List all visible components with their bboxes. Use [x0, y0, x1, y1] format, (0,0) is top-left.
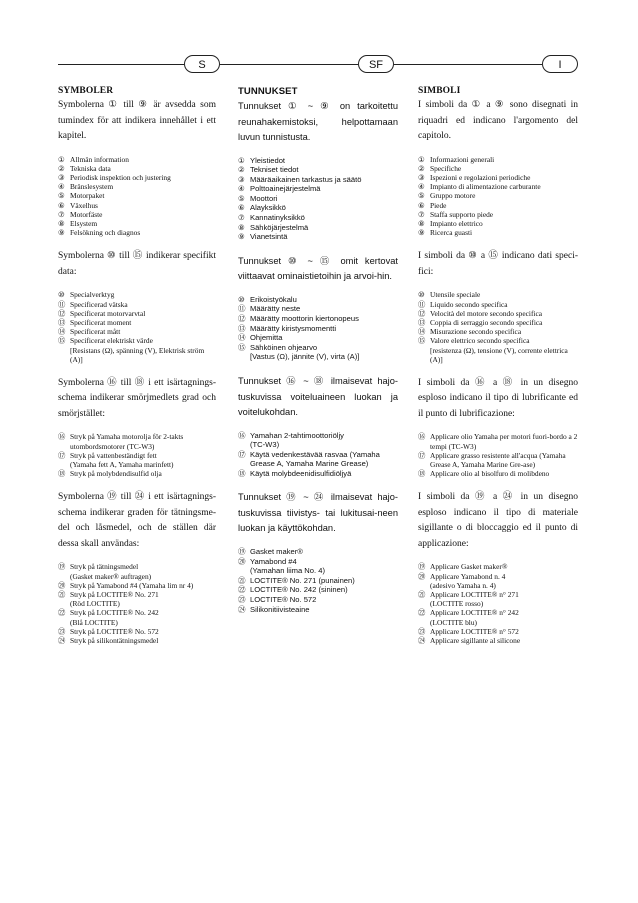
item-text: Motorfäste — [70, 209, 103, 219]
symbol-number: ⑬ — [238, 323, 246, 333]
symbol-number: ⑫ — [238, 314, 246, 324]
symbol-number: ⑬ — [418, 317, 426, 327]
list-item — [238, 165, 398, 175]
list-item — [58, 155, 216, 164]
symbol-number: ⑳ — [418, 571, 426, 581]
symbol-number: ⑨ — [238, 232, 245, 242]
symbol-number: ⑩ — [238, 294, 245, 304]
list-item — [58, 581, 216, 590]
symbol-number: ② — [58, 163, 65, 173]
item-text: Misurazione secondo specifica — [430, 327, 522, 337]
list-item — [238, 223, 398, 233]
item-text: Motorpaket — [70, 191, 105, 201]
symbol-number: ④ — [238, 184, 245, 194]
symbol-number: ⑦ — [418, 209, 425, 219]
item-text: Erikoistyökalu — [250, 294, 297, 304]
symbol-list — [238, 431, 398, 479]
list-item — [58, 608, 216, 626]
symbol-number: ⑮ — [238, 342, 246, 352]
list-item — [238, 324, 398, 334]
list-item — [418, 173, 578, 182]
item-text: Informazioni generali — [430, 154, 495, 164]
item-text: Felsökning och diagnos — [70, 228, 141, 238]
item-text: Växelhus — [70, 200, 98, 210]
list-item — [238, 547, 398, 557]
symbol-number: ⑮ — [58, 336, 66, 346]
item-text: Tekniset tiedot — [250, 165, 299, 175]
symbol-list — [418, 290, 578, 364]
symbol-number: ⑱ — [238, 468, 246, 478]
symbol-number: ① — [58, 154, 65, 164]
list-item — [418, 327, 578, 336]
item-text: Piede — [430, 200, 447, 210]
list-item — [238, 469, 398, 479]
symbol-number: ㉒ — [418, 608, 426, 618]
list-item — [418, 155, 578, 164]
intro-paragraph: Symbolerna ① till ⑨ är avsedda som tumindex för att indikera innehållet i ett kapitel. — [58, 100, 216, 141]
list-item — [238, 576, 398, 586]
symbol-list — [58, 290, 216, 364]
list-item — [58, 164, 216, 173]
symbol-number: ㉓ — [418, 626, 426, 636]
list-item — [58, 173, 216, 182]
symbol-number: ⑩ — [418, 290, 425, 300]
item-text: Specificerad vätska — [70, 299, 128, 309]
item-text: Applicare Yamabond n. 4 (adesivo Yamaha n. 4) — [430, 571, 506, 590]
symbol-list — [58, 155, 216, 238]
item-text: LOCTITE® No. 271 (punainen) — [250, 575, 355, 585]
symbol-number: ⑪ — [418, 299, 426, 309]
intro-paragraph: Symbolerna ⑯ till ⑱ i ett isärtagnings-schema indikerar smörjmedlets grad och smörjstället: — [58, 377, 216, 419]
item-text: Gruppo motore — [430, 191, 476, 201]
symbol-list — [418, 562, 578, 645]
list-item — [418, 182, 578, 191]
symbol-number: ① — [418, 154, 425, 164]
intro-paragraph: I simboli da ⑯ a ⑱ in un disegno esploso indicano il tipo di lubrificante ed il punto di lubrificazione: — [418, 377, 578, 419]
symbol-list — [238, 295, 398, 362]
symbol-number: ⑭ — [238, 333, 246, 343]
list-item — [58, 318, 216, 327]
intro-paragraph: Symbolerna ⑩ till ⑮ indikerar specifikt data: — [58, 251, 216, 277]
item-text: Specificerat mått — [70, 327, 121, 337]
symbol-list — [58, 562, 216, 645]
intro-paragraph: Tunnukset ⑯ ~ ⑱ ilmaisevat hajo-tuskuvissa voiteluaineen luokan ja voitelukohdan. — [238, 376, 398, 417]
item-text: Specifiche — [430, 163, 462, 173]
list-item — [58, 191, 216, 200]
symbol-number: ⑧ — [418, 218, 425, 228]
symbol-number: ㉑ — [238, 575, 246, 585]
symbol-list — [418, 155, 578, 238]
symbol-number: ⑦ — [58, 209, 65, 219]
symbol-number: ⑳ — [238, 556, 246, 566]
symbol-number: ㉔ — [58, 636, 66, 646]
item-text: Tekniska data — [70, 163, 111, 173]
item-text: Sähköjärjestelmä — [250, 222, 309, 232]
item-text: Ohjemitta — [250, 333, 283, 343]
tab-finnish: SF — [358, 55, 394, 73]
list-item — [58, 636, 216, 645]
item-text: Stryk på silikontätningsmedel — [70, 636, 159, 646]
list-item — [58, 201, 216, 210]
list-item — [238, 314, 398, 324]
divider-line — [394, 64, 542, 65]
list-item — [238, 184, 398, 194]
item-text: Sähköinen ohjearvo [Vastus (Ω), jännite (V), virta (A)] — [250, 342, 360, 362]
item-text: Stryk på LOCTITE® No. 572 — [70, 626, 159, 636]
symbol-list — [238, 156, 398, 242]
item-text: Stryk på Yamabond #4 (Yamaha lim nr 4) — [70, 580, 194, 590]
item-text: Silikonitiivisteaine — [250, 604, 310, 614]
symbol-number: ㉑ — [418, 590, 426, 600]
symbol-number: ㉓ — [58, 626, 66, 636]
item-text: Utensile speciale — [430, 290, 481, 300]
symbol-number: ⑲ — [238, 546, 246, 556]
symbol-number: ㉔ — [418, 636, 426, 646]
item-text: Specificerat motorvarvtal — [70, 308, 146, 318]
symbol-number: ⑩ — [58, 290, 65, 300]
list-item — [238, 156, 398, 166]
symbol-number: ⑪ — [58, 299, 66, 309]
section-title: TUNNUKSET — [238, 86, 298, 97]
item-text: Määrätty moottorin kiertonopeus — [250, 314, 359, 324]
item-text: Stryk på LOCTITE® No. 242 (Blå LOCTITE) — [70, 608, 159, 627]
symbol-number: ⑧ — [238, 222, 245, 232]
intro-paragraph: I simboli da ① a ⑨ sono disegnati in riquadri ed indicano l'argomento del capitolo. — [418, 100, 578, 141]
item-text: Applicare grasso resistente all'acqua (Yamaha Grease A, Yamaha Marine Gre-ase) — [430, 450, 566, 470]
symbol-number: ④ — [58, 182, 65, 192]
list-item — [418, 469, 578, 478]
list-item — [418, 562, 578, 571]
item-text: Applicare Gasket maker® — [430, 562, 508, 572]
symbol-number: ⑭ — [58, 327, 66, 337]
symbol-number: ② — [418, 163, 425, 173]
list-item — [418, 300, 578, 309]
symbol-number: ㉓ — [238, 594, 246, 604]
intro-paragraph: Symbolerna ⑲ till ㉔ i ett isärtagnings-schema indikerar graden för tätningsme-del och låsmedel, och de ställen där dessa skall användas: — [58, 492, 216, 549]
list-item — [418, 290, 578, 299]
item-text: Gasket maker® — [250, 546, 303, 556]
column-italian — [418, 86, 578, 657]
item-text: Stryk på vattenbeständigt fett (Yamaha fett A, Yamaha marinfett) — [70, 450, 174, 470]
list-item — [238, 194, 398, 204]
list-item — [238, 557, 398, 576]
item-text: Stryk på molybdendisulfid olja — [70, 469, 162, 479]
item-text: Specialverktyg — [70, 290, 115, 300]
symbol-list — [238, 547, 398, 614]
list-item — [58, 300, 216, 309]
symbol-number: ⑳ — [58, 580, 66, 590]
symbol-number: ㉒ — [58, 608, 66, 618]
list-item — [238, 203, 398, 213]
symbol-number: ⑫ — [418, 308, 426, 318]
intro-paragraph: Tunnukset ⑩ ~ ⑮ omit kertovat viittaavat ominaistietoihin ja arvoi-hin. — [238, 255, 398, 282]
item-text: Alayksikkö — [250, 203, 286, 213]
list-item — [58, 432, 216, 450]
item-text: Moottori — [250, 193, 278, 203]
symbol-number: ⑰ — [418, 450, 426, 460]
list-item — [58, 627, 216, 636]
list-item — [418, 451, 578, 469]
list-item — [238, 333, 398, 343]
list-item — [418, 210, 578, 219]
symbol-number: ⑰ — [58, 450, 66, 460]
item-text: Määrätty neste — [250, 304, 301, 314]
list-item — [238, 585, 398, 595]
item-text: Applicare LOCTITE® n° 242 (LOCTITE blu) — [430, 608, 519, 627]
symbol-number: ㉒ — [238, 585, 246, 595]
list-item — [58, 451, 216, 469]
divider-line — [220, 64, 358, 65]
symbol-number: ⑥ — [238, 203, 245, 213]
item-text: Periodisk inspektion och justering — [70, 172, 171, 182]
list-item — [238, 450, 398, 469]
item-text: Stryk på tätningsmedel (Gasket maker® auftragen) — [70, 562, 152, 581]
divider-line — [58, 64, 184, 65]
symbol-number: ㉔ — [238, 604, 246, 614]
symbol-number: ③ — [58, 172, 65, 182]
intro-paragraph: I simboli da ⑩ a ⑮ indicano dati speci-fici: — [418, 251, 578, 277]
section-title: SYMBOLER — [58, 86, 114, 96]
list-item — [58, 228, 216, 237]
symbol-list — [58, 432, 216, 478]
item-text: Kannatinyksikkö — [250, 213, 305, 223]
list-item — [238, 213, 398, 223]
symbol-number: ⑤ — [58, 191, 65, 201]
item-text: Impianto elettrico — [430, 218, 483, 228]
tab-italian: I — [542, 55, 578, 73]
symbol-number: ⑤ — [238, 193, 245, 203]
item-text: Velocità del motore secondo specifica — [430, 308, 543, 318]
list-item — [58, 469, 216, 478]
item-text: Bränslesystem — [70, 182, 114, 192]
symbol-number: ③ — [418, 172, 425, 182]
item-text: Yamahan 2-tahtimoottoriöljy (TC-W3) — [250, 430, 344, 450]
symbol-list — [418, 432, 578, 478]
list-item — [238, 304, 398, 314]
symbol-number: ④ — [418, 182, 425, 192]
symbol-number: ⑱ — [58, 469, 66, 479]
symbol-number: ⑨ — [58, 228, 65, 238]
list-item — [418, 191, 578, 200]
item-text: Coppia di serraggio secondo specifica — [430, 317, 543, 327]
symbol-number: ⑬ — [58, 317, 66, 327]
list-item — [238, 595, 398, 605]
symbol-number: ② — [238, 165, 245, 175]
symbol-number: ⑧ — [58, 218, 65, 228]
symbol-number: ⑥ — [58, 200, 65, 210]
list-item — [58, 327, 216, 336]
list-item — [238, 295, 398, 305]
item-text: Staffa supporto piede — [430, 209, 494, 219]
language-tabs — [58, 55, 578, 73]
list-item — [238, 232, 398, 242]
list-item — [418, 590, 578, 608]
item-text: Impianto di alimentazione carburante — [430, 182, 541, 192]
item-text: Allmän information — [70, 154, 129, 164]
list-item — [238, 605, 398, 615]
list-item — [418, 318, 578, 327]
item-text: Määrätty kiristysmomentti — [250, 323, 337, 333]
item-text: Määräaikainen tarkastus ja säätö — [250, 174, 362, 184]
intro-paragraph: Tunnukset ⑲ ~ ㉔ ilmaisevat hajo-tuskuvissa tiivistys- tai lukitusai-neen luokan ja käyttökohdan. — [238, 492, 398, 534]
item-text: Käytä vedenkestävää rasvaa (Yamaha Grease A, Yamaha Marine Grease) — [250, 449, 380, 469]
list-item — [418, 636, 578, 645]
item-text: Applicare LOCTITE® n° 271 (LOCTITE rosso) — [430, 590, 519, 609]
symbol-number: ⑭ — [418, 327, 426, 337]
tab-swedish: S — [184, 55, 220, 73]
list-item — [58, 210, 216, 219]
symbol-number: ㉑ — [58, 590, 66, 600]
symbol-number: ⑮ — [418, 336, 426, 346]
item-text: Applicare olio al bisolfuro di molibdeno — [430, 469, 550, 479]
item-text: Applicare sigillante al silicone — [430, 636, 521, 646]
item-text: Polttoainejärjestelmä — [250, 184, 321, 194]
symbol-number: ① — [238, 155, 245, 165]
item-text: Elsystem — [70, 218, 98, 228]
list-item — [58, 309, 216, 318]
symbol-number: ⑨ — [418, 228, 425, 238]
column-finnish — [238, 86, 398, 626]
symbol-number: ⑦ — [238, 213, 245, 223]
item-text: Yleistiedot — [250, 155, 286, 165]
item-text: Yamabond #4 (Yamahan liima No. 4) — [250, 556, 325, 576]
list-item — [238, 175, 398, 185]
list-item — [418, 219, 578, 228]
item-text: Specificerat elektriskt värde [Resistans (Ω), spänning (V), Elektrisk ström (A)] — [70, 336, 205, 364]
symbol-number: ⑥ — [418, 200, 425, 210]
item-text: Käytä molybdeenidisulfidiöljyä — [250, 468, 352, 478]
symbol-number: ③ — [238, 174, 245, 184]
list-item — [58, 590, 216, 608]
item-text: Stryk på LOCTITE® No. 271 (Röd LOCTITE) — [70, 590, 159, 609]
item-text: LOCTITE® No. 242 (sininen) — [250, 585, 348, 595]
symbol-number: ⑯ — [58, 432, 66, 442]
list-item — [418, 432, 578, 450]
symbol-number: ⑲ — [58, 562, 66, 572]
list-item — [58, 562, 216, 580]
list-item — [58, 290, 216, 299]
section-title: SIMBOLI — [418, 86, 461, 96]
item-text: LOCTITE® No. 572 — [250, 594, 317, 604]
symbol-number: ⑫ — [58, 308, 66, 318]
item-text: Liquido secondo specifica — [430, 299, 508, 309]
list-item — [418, 309, 578, 318]
list-item — [418, 164, 578, 173]
symbol-number: ⑤ — [418, 191, 425, 201]
list-item — [418, 201, 578, 210]
item-text: Valore elettrico secondo specifica [resistenza (Ω), tensione (V), corrente elettrica (A)] — [430, 336, 568, 364]
item-text: Applicare LOCTITE® n° 572 — [430, 626, 519, 636]
list-item — [58, 336, 216, 364]
list-item — [58, 182, 216, 191]
item-text: Stryk på Yamaha motorolja för 2-takts utombordsmotorer (TC-W3) — [70, 432, 184, 451]
column-swedish — [58, 86, 216, 657]
list-item — [418, 627, 578, 636]
symbol-number: ⑰ — [238, 449, 246, 459]
list-item — [58, 219, 216, 228]
symbol-number: ⑱ — [418, 469, 426, 479]
symbol-number: ⑲ — [418, 562, 426, 572]
list-item — [418, 608, 578, 626]
list-item — [418, 228, 578, 237]
symbol-number: ⑪ — [238, 304, 246, 314]
list-item — [238, 431, 398, 450]
intro-paragraph: Tunnukset ① ~ ⑨ on tarkoitettu reunahakemistoksi, helpottamaan luvun tunnistusta. — [238, 101, 398, 142]
item-text: Applicare olio Yamaha per motori fuori-bordo a 2 tempi (TC-W3) — [430, 432, 578, 451]
list-item — [238, 343, 398, 362]
list-item — [418, 336, 578, 364]
item-text: Vianetsintä — [250, 232, 288, 242]
item-text: Ricerca guasti — [430, 228, 473, 238]
list-item — [418, 572, 578, 590]
item-text: Ispezioni e regolazioni periodiche — [430, 172, 531, 182]
intro-paragraph: I simboli da ⑲ a ㉔ in un disegno esploso indicano il tipo di materiale sigillante o di bloccaggio ed il punto di applicazione: — [418, 492, 578, 549]
item-text: Specificerat moment — [70, 317, 132, 327]
symbol-number: ⑯ — [418, 432, 426, 442]
symbol-number: ⑯ — [238, 430, 246, 440]
